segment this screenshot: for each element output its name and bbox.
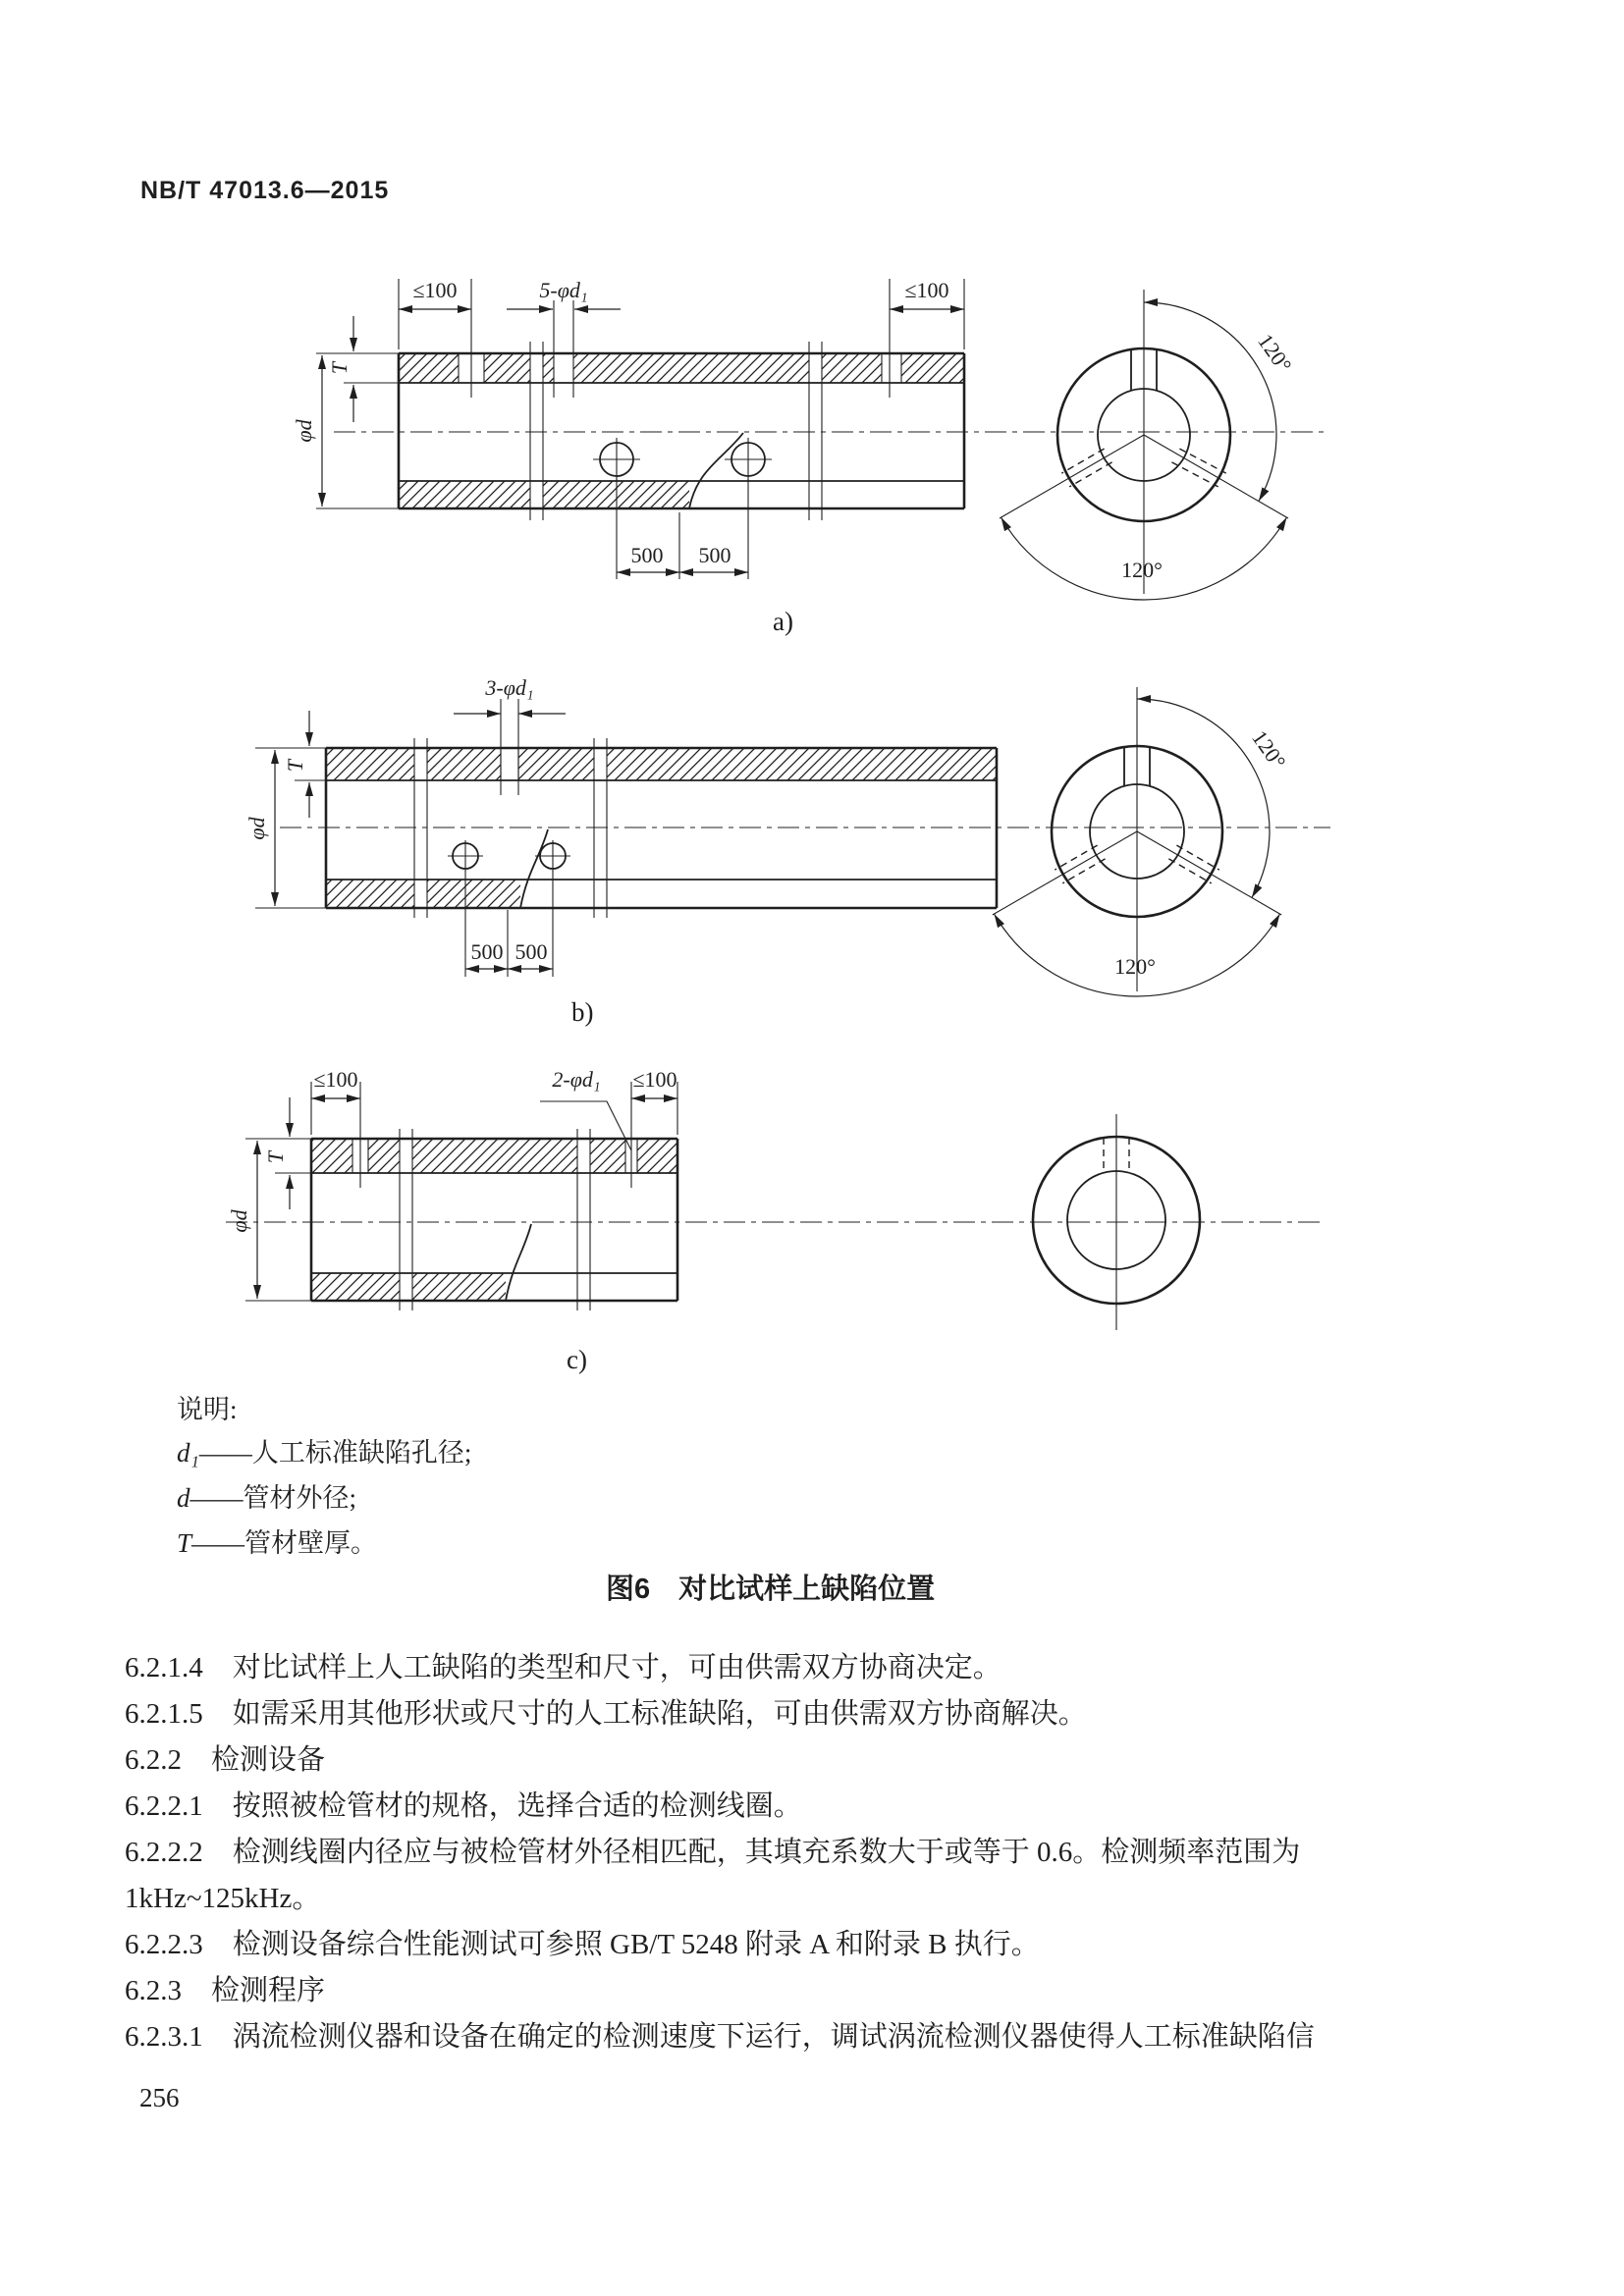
dim-pitch1-b: 500 [470,939,504,964]
clause-text: 涡流检测仪器和设备在确定的检测速度下运行，调试涡流检测仪器使得人工标准缺陷信 [232,2021,1315,2053]
clause-text: 检测设备 [211,1744,326,1776]
clause-text: 如需采用其他形状或尺寸的人工标准缺陷，可由供需双方协商解决。 [232,1698,1087,1730]
dim-holes-a: 5-φd₁ [539,278,588,302]
sublabel-c: c) [567,1345,587,1374]
dim-holes-c: 2-φd₁ [552,1067,601,1092]
outer-diameter-a: φd [292,419,316,443]
clause-text: 检测程序 [211,1975,326,2006]
end-view-a [1000,290,1297,600]
clause-number: 6.2.2 [125,1744,182,1776]
paragraph [125,1922,1529,1968]
clause-number: 6.2.1.5 [125,1698,203,1730]
clause-number: 6.2.1.4 [125,1652,203,1683]
clause-number: 6.2.2.2 [125,1837,203,1868]
clause-text: 1kHz~125kHz。 [125,1883,321,1914]
figure-legend [177,1389,471,1566]
tube-section-c [226,1129,1321,1310]
wall-thickness-c: T [263,1150,288,1164]
legend-item-d1 [177,1430,471,1475]
sublabel-b: b) [571,997,594,1027]
dim-pitch2-b: 500 [514,939,548,964]
clause-text: 按照被检管材的规格，选择合适的检测线圈。 [232,1790,802,1822]
page-number: 256 [139,2083,180,2112]
body-text [125,1645,1529,2060]
paragraph [125,1876,1529,1922]
standard-number: NB/T 47013.6—2015 [140,177,390,204]
dimensions-a [292,278,964,579]
figure6-diagram-c [196,1041,1434,1384]
angle-upper-b: 120° [1247,725,1291,774]
paragraph [125,2014,1529,2060]
outer-diameter-b: φd [244,817,269,840]
angle-lower-a: 120° [1121,558,1163,582]
paragraph [125,1645,1529,1691]
dim-end-right-c: ≤100 [632,1067,677,1092]
legend-text: ——管材外径; [189,1483,357,1513]
dimensions-c [227,1067,677,1299]
paragraph [125,1784,1529,1830]
legend-symbol: T [177,1528,192,1558]
clause-number: 6.2.3 [125,1975,182,2006]
clause-text: 检测线圈内径应与被检管材外径相匹配，其填充系数大于或等于 0.6。检测频率范围为 [232,1837,1301,1868]
paragraph [125,1830,1529,1876]
clause-number: 6.2.2.1 [125,1790,203,1822]
angle-lower-b: 120° [1114,954,1156,979]
legend-text: ——管材壁厚。 [191,1528,378,1558]
tube-section-a [316,342,1326,520]
figure6-diagram-b [196,648,1434,1041]
clause-text: 检测设备综合性能测试可参照 GB/T 5248 附录 A 和附录 B 执行。 [232,1929,1040,1960]
legend-symbol: d [177,1483,190,1513]
dim-pitch2-a: 500 [698,543,731,567]
angle-upper-a: 120° [1253,329,1297,378]
outer-diameter-c: φd [227,1209,251,1233]
dim-holes-b: 3-φd₁ [485,675,534,700]
dim-end-left-a: ≤100 [412,278,458,302]
clause-number: 6.2.2.3 [125,1929,203,1960]
dim-end-right-a: ≤100 [904,278,949,302]
paragraph [125,1691,1529,1737]
wall-thickness-a: T [327,361,352,375]
dim-end-left-c: ≤100 [313,1067,358,1092]
figure-caption: 图6 对比试样上缺陷位置 [606,1574,936,1605]
paragraph [125,1968,1529,2014]
dim-pitch1-a: 500 [630,543,664,567]
legend-title: 说明: [177,1395,238,1424]
tube-section-b [255,738,1330,918]
wall-thickness-b: T [283,759,307,773]
sublabel-a: a) [773,607,793,636]
legend-text: ——人工标准缺陷孔径; [198,1438,472,1468]
end-view-b [993,687,1291,996]
clause-number: 6.2.3.1 [125,2021,203,2053]
legend-symbol: d₁ [177,1438,199,1468]
paragraph [125,1737,1529,1784]
legend-item-t [177,1521,471,1566]
dimensions-b [244,675,566,977]
clause-text: 对比试样上人工缺陷的类型和尺寸，可由供需双方协商决定。 [232,1652,1001,1683]
legend-item-d [177,1475,471,1521]
figure6-diagram-a [196,206,1434,667]
